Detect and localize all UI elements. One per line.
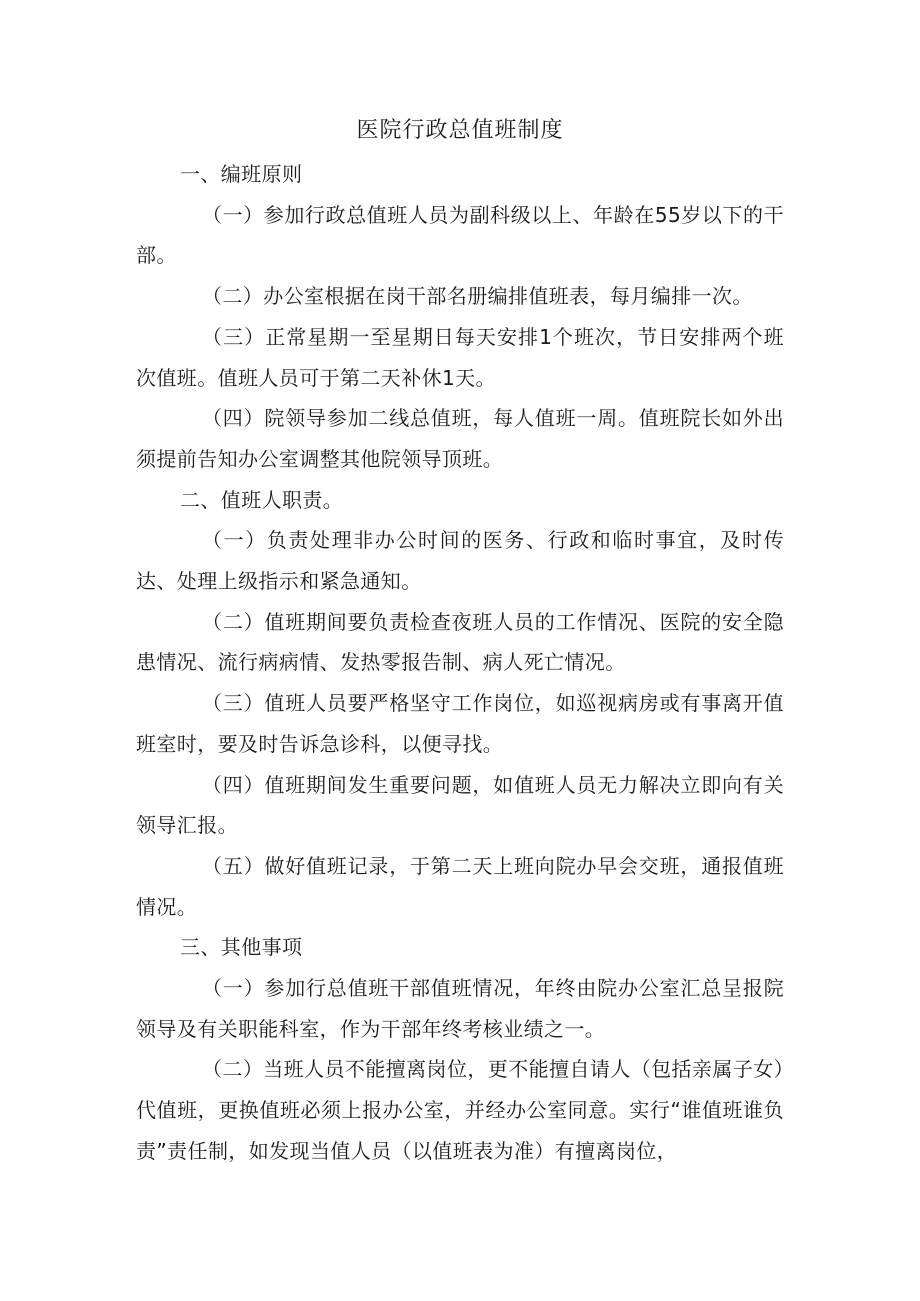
section-heading-3: 三、其他事项 — [180, 935, 303, 960]
section-2-item-3: （三）值班人员要严格坚守工作岗位，如巡视病房或有事离开值班室时，要及时告诉急诊科，以便寻找。 — [136, 691, 784, 756]
section-heading-2: 二、值班人职责。 — [180, 487, 344, 512]
section-1-item-3: （三）正常星期一至星期日每天安排1个班次，节日安排两个班次值班。值班人员可于第二天补休1天。 — [136, 324, 784, 390]
section-2-item-2: （二）值班期间要负责检查夜班人员的工作情况、医院的安全隐患情况、流行病病情、发热零报告制、病人死亡情况。 — [136, 609, 784, 675]
section-3-item-2: （二）当班人员不能擅离岗位，更不能擅自请人（包括亲属子女）代值班，更换值班必须上报办公室，并经办公室同意。实行“谁值班谁负责”责任制，如发现当值人员（以值班表为准）有擅离岗位， — [136, 1057, 784, 1163]
section-2-item-1: （一）负责处理非办公时间的医务、行政和临时事宜，及时传达、处理上级指示和紧急通知。 — [136, 528, 784, 594]
section-3-item-1: （一）参加行总值班干部值班情况，年终由院办公室汇总呈报院领导及有关职能科室，作为干部年终考核业绩之一。 — [136, 976, 784, 1041]
document-body — [136, 154, 784, 1172]
section-heading-1: 一、编班原则 — [180, 162, 303, 186]
section-1-item-2: （二）办公室根据在岗干部名册编排值班表，每月编排一次。 — [202, 284, 753, 309]
section-1-item-4: （四）院领导参加二线总值班，每人值班一周。值班院长如外出须提前告知办公室调整其他院领导顶班。 — [136, 406, 784, 471]
section-2-item-4: （四）值班期间发生重要问题，如值班人员无力解决立即向有关领导汇报。 — [136, 772, 784, 838]
document-title: 医院行政总值班制度 — [356, 118, 564, 143]
section-1-item-1: （一）参加行政总值班人员为副科级以上、年龄在55岁以下的干部。 — [136, 202, 784, 268]
section-2-item-5: （五）做好值班记录，于第二天上班向院办早会交班，通报值班情况。 — [136, 853, 784, 919]
